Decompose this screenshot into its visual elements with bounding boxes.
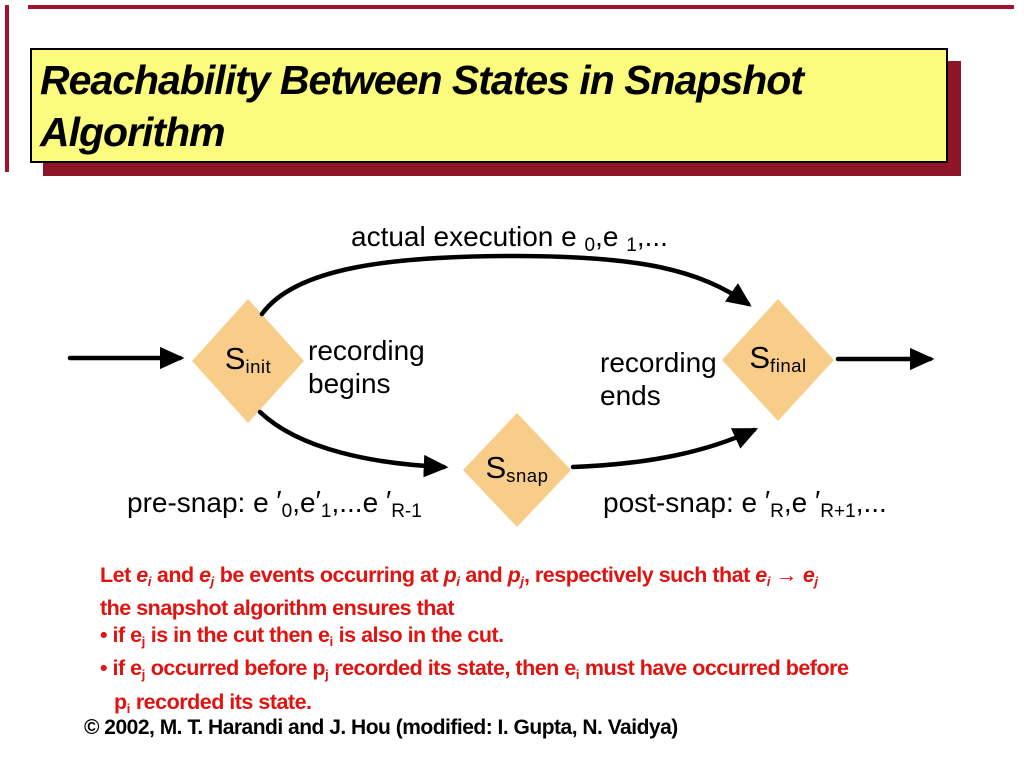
- note-line-5: $p_i$ recorded its state.: [114, 689, 312, 716]
- actual-execution-label: actual execution e $_0$,e $_1$,...: [351, 221, 668, 256]
- recording-ends-label: [600, 346, 717, 412]
- page-title: Reachability Between States in Snapshot Algorithm: [40, 57, 803, 155]
- actual-execution-arc-arrow: [262, 256, 748, 314]
- s-init-label: $S_{init}$: [224, 341, 272, 378]
- note-line-1: Let $e_i$ and $e_j$ be events occurring at $p_i$ and $p_j$, respectively such that $e_i \to e_j$: [100, 563, 819, 589]
- pre-snap-label: pre-snap: e $'_0,e'_1,...e$ $'_{R-1}$: [127, 485, 422, 522]
- note-line-4: • if $e_j$ occurred before $p_j$ recorded its state, then $e_i$ must have occurred before: [100, 656, 849, 683]
- s-snap-label: $S_{snap}$: [485, 450, 549, 487]
- notes-block: [100, 562, 980, 722]
- recording-begins-line2: begins: [308, 368, 391, 399]
- footer-copyright: © 2002, M. T. Harandi and J. Hou (modified: I. Gupta, N. Vaidya): [84, 716, 678, 739]
- note-line-2: the snapshot algorithm ensures that: [100, 596, 455, 621]
- note-line-3: • if $e_j$ is in the cut then $e_i$ is also in the cut.: [100, 622, 504, 649]
- recording-begins-line1: recording: [308, 335, 425, 366]
- post-snap-curve-arrow: [573, 430, 754, 467]
- recording-ends-line2: ends: [600, 380, 661, 411]
- s-final-label: $S_{final}$: [749, 340, 807, 377]
- pre-snap-curve-arrow: [260, 412, 444, 467]
- recording-begins-label: [308, 334, 425, 400]
- recording-ends-line1: recording: [600, 347, 717, 378]
- post-snap-label: post-snap: e $'_R,e$ $'_{R+1}$,...: [603, 485, 887, 522]
